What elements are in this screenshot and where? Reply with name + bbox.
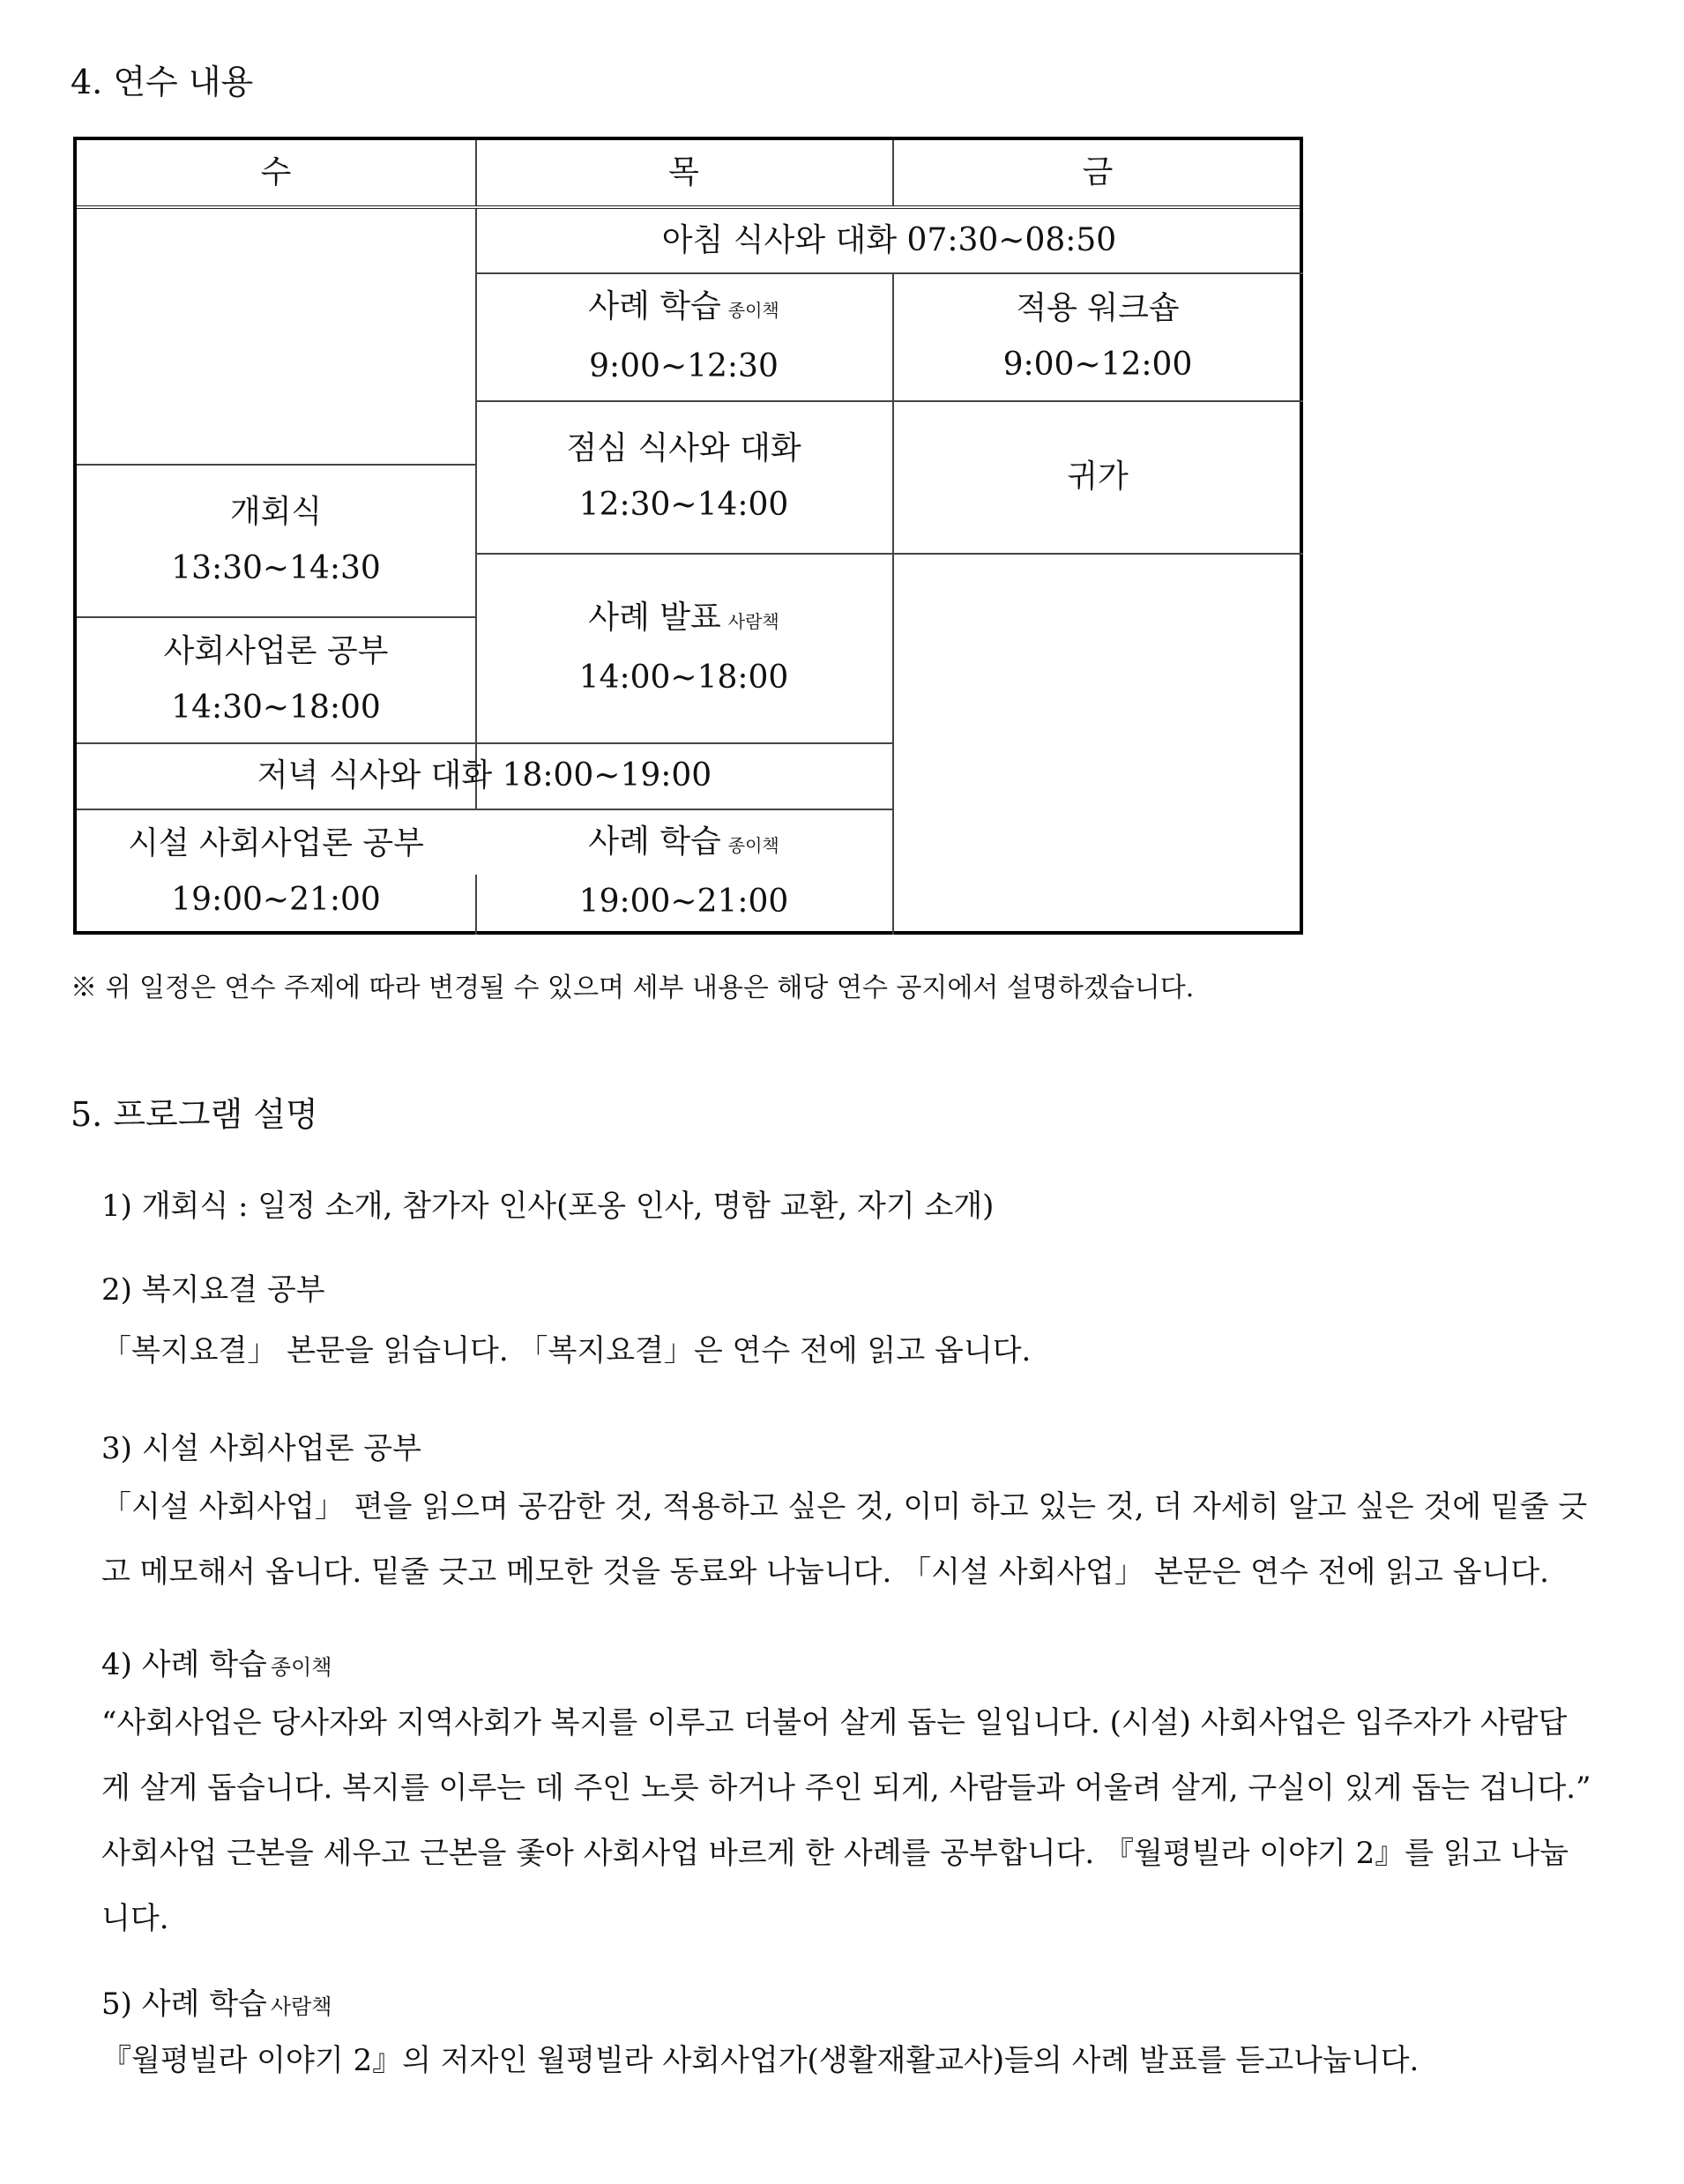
header-fri-label: 금 <box>1082 154 1114 190</box>
item4-body: “사회사업은 당사자와 지역사회가 복지를 이루고 더불어 살게 돕는 일입니다. (시설) 사회사업은 입주자가 사람답게 살게 돕습니다. 복지를 이루는 데 주인 노릇 하거나 주인 되게, 사람들과 어울려 살게, 구실이 있게 돕는 겁니다.” 사회사업 근본을 세우고 근본을 좇아 사회사업 바르게 한 사례를 공부합니다. 『월평빌라 이야기 2』를 읽고 나눕니다. <box>101 1705 1591 1936</box>
dinner-label: 저녁 식사와 대화 18:00~19:00 <box>257 757 712 794</box>
theory-study-title: 사회사업론 공부 <box>163 632 389 669</box>
facility-theory-time: 19:00~21:00 <box>171 881 381 918</box>
item3-body: 「시설 사회사업」 편을 읽으며 공감한 것, 적용하고 싶은 것, 이미 하고 있는 것, 더 자세히 알고 싶은 것에 밑줄 긋고 메모해서 옵니다. 밑줄 긋고 메모한 것을 동료와 나눕니다. 「시설 사회사업」 본문은 연수 전에 읽고 옵니다. <box>101 1489 1588 1590</box>
case-study-evening-time: 19:00~21:00 <box>578 883 789 920</box>
header-wed <box>77 140 475 205</box>
case-study-evening-title: 사례 학습 <box>588 823 721 860</box>
item4-title-line <box>101 1640 332 1683</box>
item4-tag: 종이책 <box>270 1655 332 1680</box>
workshop-title: 적용 워크숍 <box>1016 289 1180 326</box>
case-study-paper-tag: 종이책 <box>727 299 779 321</box>
lunch-cell <box>475 400 892 553</box>
lunch-time: 12:30~14:00 <box>578 486 789 523</box>
case-study-evening-cell <box>475 809 892 935</box>
case-study-paper-cell <box>475 272 892 400</box>
dinner-cell <box>77 742 892 809</box>
lunch-title: 점심 식사와 대화 <box>566 429 801 466</box>
case-study-paper-time: 9:00~12:30 <box>589 347 779 384</box>
item5-tag: 사람책 <box>270 1994 332 2019</box>
return-home-label: 귀가 <box>1067 458 1129 495</box>
item4-title: 4) 사례 학습 <box>101 1647 267 1682</box>
theory-study-cell <box>77 616 475 742</box>
opening-cell <box>77 464 475 616</box>
case-presentation-tag: 사람책 <box>727 610 779 632</box>
theory-study-time: 14:30~18:00 <box>171 689 381 726</box>
item5-body: 『월평빌라 이야기 2』의 저자인 월평빌라 사회사업가(생활재활교사)들의 사례 발표를 듣고나눕니다. <box>101 2043 1419 2078</box>
opening-title: 개회식 <box>229 493 323 530</box>
schedule-table <box>73 137 1303 935</box>
header-wed-label: 수 <box>260 154 292 190</box>
item5-title-line <box>101 1979 332 2023</box>
header-fri <box>892 140 1303 205</box>
item1-title: 1) 개회식 : 일정 소개, 참가자 인사(포옹 인사, 명함 교환, 자기 소개) <box>101 1189 995 1224</box>
workshop-time: 9:00~12:00 <box>1002 346 1193 383</box>
section4-heading: 4. 연수 내용 <box>71 63 254 101</box>
breakfast-cell <box>475 209 1303 272</box>
header-thu-label: 목 <box>668 154 699 190</box>
item3-title: 3) 시설 사회사업론 공부 <box>101 1431 421 1466</box>
item2-title: 2) 복지요결 공부 <box>101 1272 325 1308</box>
item2-body: 「복지요결」 본문을 읽습니다. 「복지요결」은 연수 전에 읽고 옵니다. <box>101 1333 1032 1368</box>
facility-theory-title: 시설 사회사업론 공부 <box>128 824 424 861</box>
breakfast-label: 아침 식사와 대화 07:30~08:50 <box>661 222 1117 258</box>
item5-title: 5) 사례 학습 <box>101 1986 267 2022</box>
header-thu <box>475 140 892 205</box>
schedule-note: ※ 위 일정은 연수 주제에 따라 변경될 수 있으며 세부 내용은 해당 연수 공지에서 설명하겠습니다. <box>71 973 1195 1003</box>
return-home-cell <box>892 400 1303 553</box>
case-study-paper-title: 사례 학습 <box>588 287 721 324</box>
facility-theory-cell <box>77 809 475 935</box>
case-presentation-cell <box>475 553 892 742</box>
opening-time: 13:30~14:30 <box>171 549 381 586</box>
case-presentation-time: 14:00~18:00 <box>578 659 789 696</box>
case-presentation-title: 사례 발표 <box>588 599 721 636</box>
workshop-cell <box>892 272 1303 400</box>
section5-heading: 5. 프로그램 설명 <box>71 1095 318 1134</box>
case-study-evening-tag: 종이책 <box>727 834 779 856</box>
